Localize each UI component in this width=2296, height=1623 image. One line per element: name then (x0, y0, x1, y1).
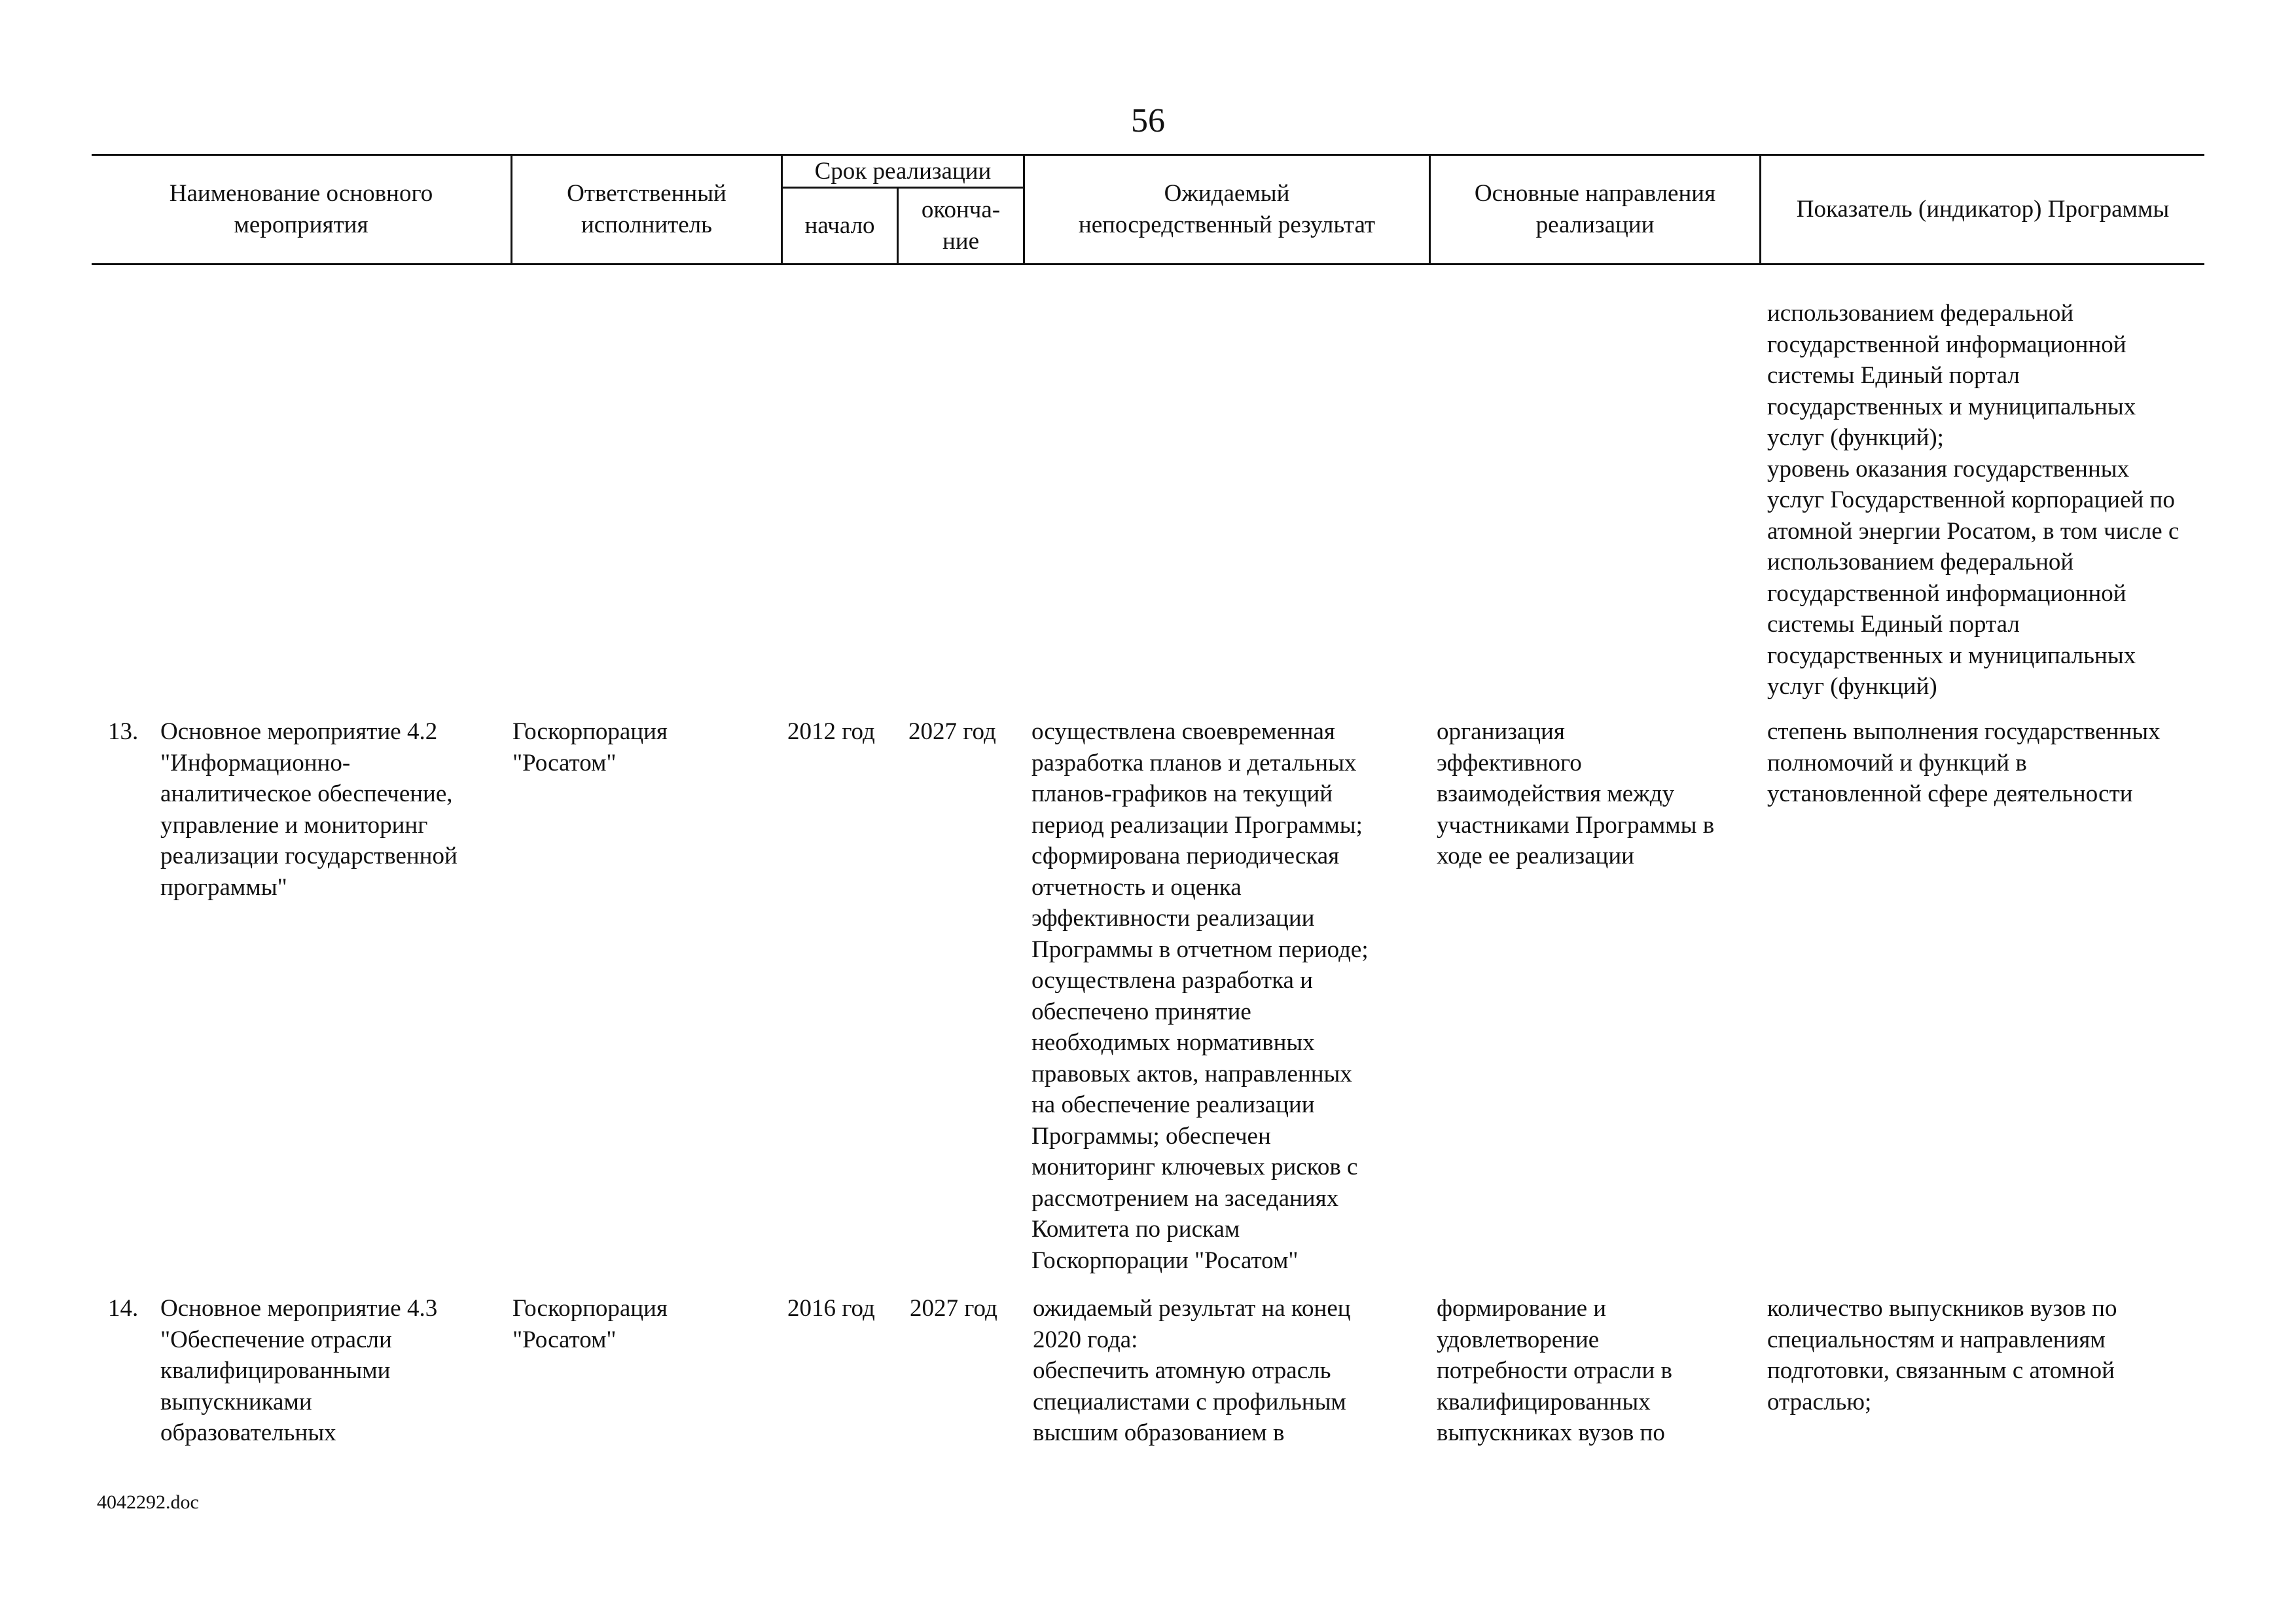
row-directions: формирование и удовлетворение потребности отрасли в квалифицированных выпускниках вузов по (1437, 1295, 1673, 1446)
row-executor: Госкорпорация "Росатом" (512, 718, 668, 776)
header-executor: Ответственный исполнитель (567, 180, 726, 238)
header-indicator: Показатель (индикатор) Программы (1796, 196, 2170, 223)
row-name: Основное мероприятие 4.3 "Обеспечение отрасли квалифицированными выпускниками образовательных (160, 1295, 438, 1446)
footer-filename: 4042292.doc (97, 1491, 199, 1513)
row-directions: организация эффективного взаимодействия между участниками Программы в ходе ее реализации (1437, 718, 1715, 869)
row-start: 2016 год (787, 1295, 875, 1322)
row-start: 2012 год (787, 718, 875, 745)
header-bottom-rule (92, 263, 2204, 265)
row-end: 2027 год (910, 1295, 997, 1322)
header-start: начало (804, 212, 875, 239)
row-name: Основное мероприятие 4.2 "Информационно- аналитическое обеспечение, управление и мониторинг реализации государственной программы" (160, 718, 457, 901)
row-indicator: количество выпускников вузов по специальностям и направлениям подготовки, связанным с атомной отраслью; (1767, 1295, 2117, 1415)
row-result: осуществлена своевременная разработка планов и детальных планов-графиков на текущий период реализации Программы; сформирована периодическая отчетность и оценка эффективности реализации Программы в отчетном периоде; осуществлена разработка и обеспечено принятие необходимых нормативных правовых актов, направленных на обеспечение реализации Программы; обеспечен мониторинг ключевых рисков с рассмотрением на заседаниях Комитета по рискам Госкорпорации "Росатом" (1031, 718, 1369, 1274)
row-executor: Госкорпорация "Росатом" (512, 1295, 668, 1353)
row-indicator: степень выполнения государственных полномочий и функций в установленной сфере деятельности (1767, 718, 2161, 807)
row-number: 13. (108, 718, 139, 745)
row-end: 2027 год (908, 718, 996, 745)
row-number: 14. (108, 1295, 139, 1322)
continuation-indicator: использованием федеральной государственной информационной системы Единый портал государственных и муниципальных услуг (функций); уровень оказания государственных услуг Государственной корпорацией по атомной энергии Росатом, в том числе с использованием федеральной государственной информационной системы Единый портал государственных и муниципальных услуг (функций) (1767, 300, 2179, 700)
header-end: оконча- ние (921, 196, 1001, 255)
header-period: Срок реализации (814, 157, 992, 185)
row-result: ожидаемый результат на конец 2020 года: обеспечить атомную отрасль специалистами с профильным высшим образованием в (1033, 1295, 1351, 1446)
header-name: Наименование основного мероприятия (169, 180, 433, 238)
header-directions: Основные направления реализации (1474, 180, 1716, 238)
page-number: 56 (1131, 102, 1165, 139)
header-result: Ожидаемый непосредственный результат (1078, 180, 1376, 238)
